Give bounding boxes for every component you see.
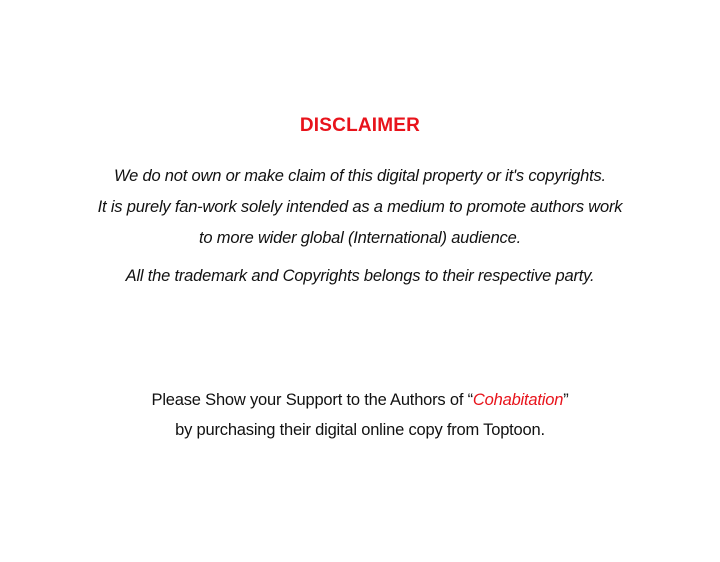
support-note — [0, 385, 720, 445]
support-line-1-prefix: Please Show your Support to the Authors of “ — [151, 391, 473, 409]
disclaimer-paragraph — [0, 161, 720, 292]
support-line-2: by purchasing their digital online copy from Toptoon. — [175, 421, 545, 439]
disclaimer-title: DISCLAIMER — [299, 115, 421, 136]
disclaimer-line-4: All the trademark and Copyrights belongs to their respective party. — [125, 267, 595, 285]
disclaimer-line-3: to more wider global (International) audience. — [199, 229, 521, 247]
disclaimer-line-2: It is purely fan-work solely intended as a medium to promote authors work — [97, 198, 623, 216]
support-line-1-suffix: ” — [563, 391, 569, 409]
comic-title: Cohabitation — [472, 391, 564, 409]
disclaimer-line-1: We do not own or make claim of this digital property or it's copyrights. — [114, 167, 606, 185]
support-line-1 — [0, 385, 720, 415]
